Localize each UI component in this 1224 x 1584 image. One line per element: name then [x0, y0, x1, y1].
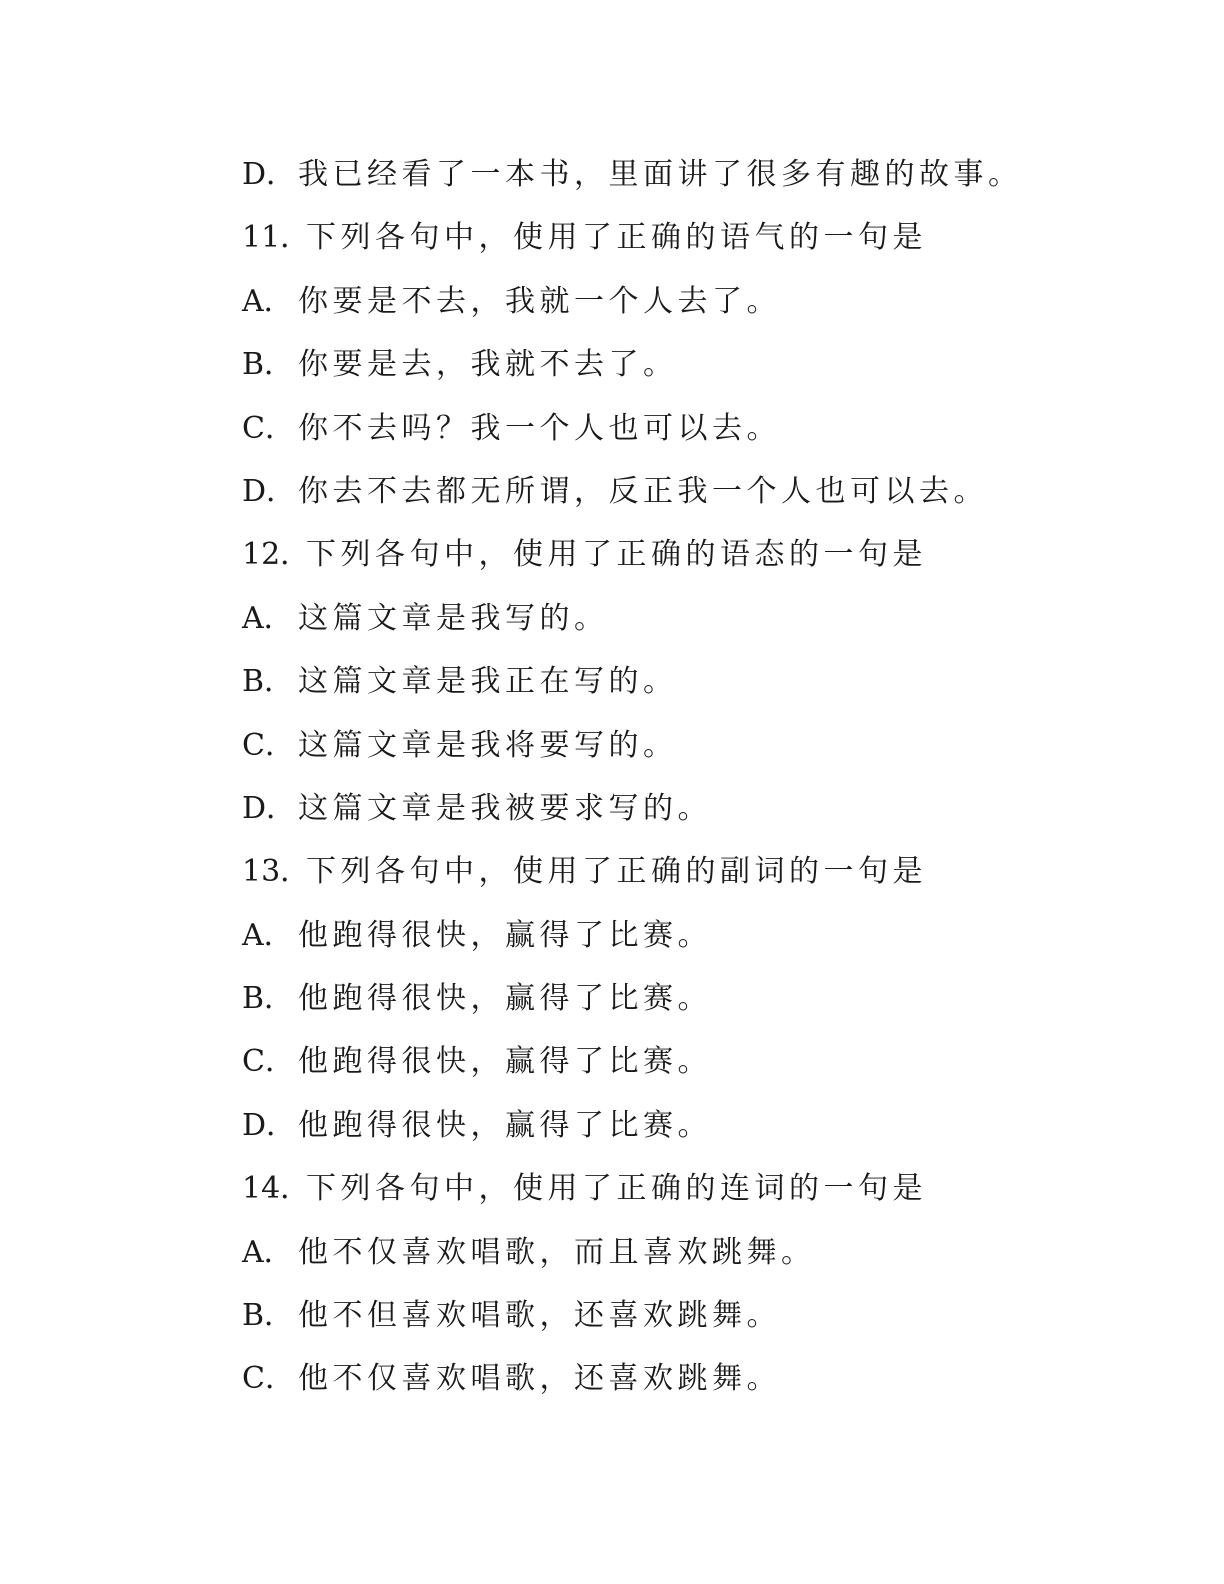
option-text: 他不但喜欢唱歌，还喜欢跳舞。 [298, 1298, 781, 1334]
option-text: 这篇文章是我被要求写的。 [298, 790, 712, 826]
question-number: 14． [242, 1171, 311, 1207]
option-label: B． [242, 981, 295, 1017]
option-line [242, 1221, 1142, 1284]
option-label: D． [242, 790, 297, 826]
option-line [242, 397, 1142, 460]
question-line [242, 840, 1142, 903]
option-label: C． [242, 1044, 295, 1080]
option-line [242, 333, 1142, 396]
option-label: D． [242, 1107, 297, 1143]
option-text: 他跑得很快，赢得了比赛。 [298, 917, 712, 953]
option-text: 他不仅喜欢唱歌，还喜欢跳舞。 [298, 1361, 781, 1397]
option-label: A． [242, 1234, 294, 1270]
option-text: 我已经看了一本书，里面讲了很多有趣的故事。 [298, 157, 1023, 192]
option-line [242, 967, 1142, 1030]
option-line [242, 270, 1142, 333]
option-text: 你不去吗？我一个人也可以去。 [298, 410, 781, 446]
option-text: 这篇文章是我写的。 [298, 600, 609, 636]
option-text: 他跑得很快，赢得了比赛。 [298, 1044, 712, 1080]
option-line [242, 1284, 1142, 1347]
question-line [242, 206, 1142, 269]
option-text: 你要是不去，我就一个人去了。 [298, 283, 781, 319]
option-line [242, 143, 1142, 206]
option-line [242, 460, 1142, 523]
option-text: 这篇文章是我正在写的。 [298, 664, 678, 700]
option-line [242, 1347, 1142, 1410]
question-line [242, 523, 1142, 586]
document-page [242, 143, 1142, 1411]
question-text: 下列各句中，使用了正确的语气的一句是 [306, 220, 927, 256]
question-text: 下列各句中，使用了正确的连词的一句是 [306, 1171, 927, 1207]
question-text: 下列各句中，使用了正确的语态的一句是 [306, 537, 927, 573]
option-text: 你要是去，我就不去了。 [298, 347, 678, 383]
option-text: 他跑得很快，赢得了比赛。 [298, 981, 712, 1017]
question-number: 13． [242, 854, 311, 890]
option-label: B． [242, 347, 295, 383]
option-label: B． [242, 664, 295, 700]
option-label: C． [242, 1361, 295, 1397]
option-line [242, 587, 1142, 650]
option-line [242, 1030, 1142, 1093]
option-label: A． [242, 600, 294, 636]
question-line [242, 1157, 1142, 1220]
option-label: A． [242, 283, 294, 319]
option-text: 这篇文章是我将要写的。 [298, 727, 678, 763]
option-text: 他不仅喜欢唱歌，而且喜欢跳舞。 [298, 1234, 816, 1270]
option-label: A． [242, 917, 294, 953]
question-number: 12． [242, 537, 311, 573]
option-label: C． [242, 727, 295, 763]
option-label: C． [242, 410, 295, 446]
option-text: 他跑得很快，赢得了比赛。 [298, 1107, 712, 1143]
option-text: 你去不去都无所谓，反正我一个人也可以去。 [298, 473, 988, 509]
question-number: 11． [242, 220, 311, 256]
option-label: D． [242, 473, 297, 509]
option-label: B． [242, 1298, 295, 1334]
option-line [242, 904, 1142, 967]
option-line [242, 650, 1142, 713]
question-text: 下列各句中，使用了正确的副词的一句是 [306, 854, 927, 890]
option-line [242, 777, 1142, 840]
option-label: D． [242, 157, 297, 192]
option-line [242, 1094, 1142, 1157]
option-line [242, 714, 1142, 777]
